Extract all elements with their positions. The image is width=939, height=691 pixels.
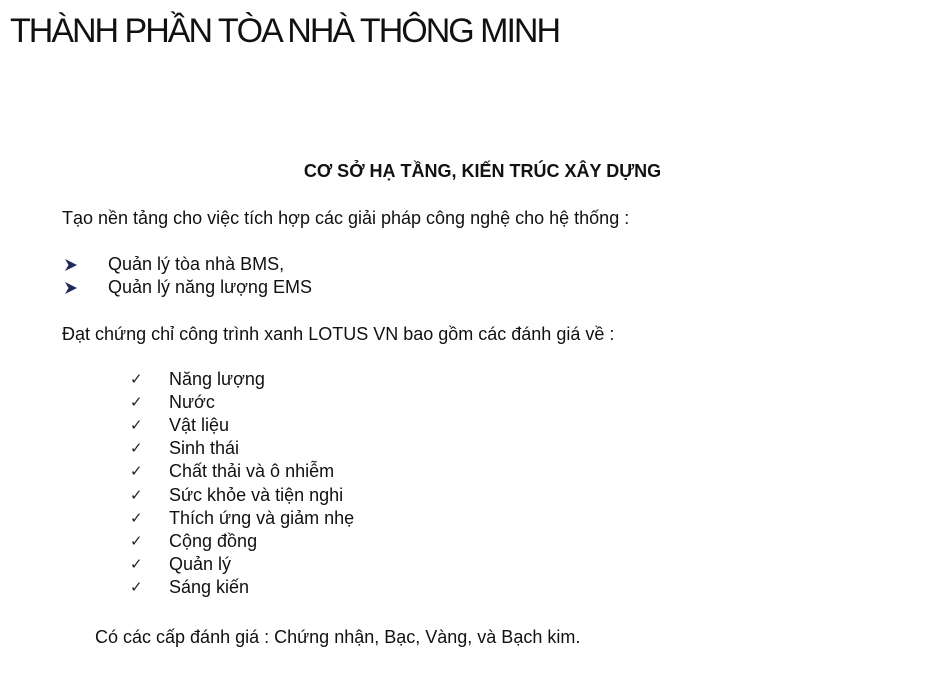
list-item <box>130 460 354 483</box>
page-title: THÀNH PHẦN TÒA NHÀ THÔNG MINH <box>10 12 560 50</box>
systems-list <box>64 253 312 299</box>
criteria-list <box>130 368 354 599</box>
checkmark-icon: ✓ <box>130 416 143 435</box>
arrow-bullet-icon <box>64 281 108 295</box>
list-item <box>130 391 354 414</box>
list-item-label: Vật liệu <box>169 415 230 436</box>
list-item <box>64 276 312 299</box>
list-item-label: Thích ứng và giảm nhẹ <box>169 507 355 528</box>
list-item <box>130 530 354 553</box>
list-item <box>130 414 354 437</box>
checkmark-icon: ✓ <box>130 577 143 596</box>
checkmark-icon: ✓ <box>130 554 143 573</box>
arrow-bullet-icon <box>64 258 108 272</box>
checkmark-icon: ✓ <box>130 370 143 389</box>
list-item <box>64 253 312 276</box>
checkmark-icon: ✓ <box>130 531 143 550</box>
list-item <box>130 483 354 506</box>
levels-text: Có các cấp đánh giá : Chứng nhận, Bạc, Vàng, và Bạch kim. <box>95 627 581 647</box>
list-item-label: Sáng kiến <box>169 576 250 597</box>
list-item <box>130 553 354 576</box>
list-item-label: Quản lý năng lượng EMS <box>108 277 312 297</box>
checkmark-icon: ✓ <box>130 439 143 458</box>
checkmark-icon: ✓ <box>130 485 143 504</box>
list-item-label: Sinh thái <box>169 438 240 459</box>
list-item <box>130 437 354 460</box>
list-item-label: Sức khỏe và tiện nghi <box>169 484 344 505</box>
checkmark-icon: ✓ <box>130 462 143 481</box>
intro-text: Tạo nền tảng cho việc tích hợp các giải pháp công nghệ cho hệ thống : <box>62 208 630 228</box>
list-item-label: Chất thải và ô nhiễm <box>169 461 335 482</box>
checkmark-icon: ✓ <box>130 508 143 527</box>
list-item-label: Quản lý tòa nhà BMS, <box>108 254 285 274</box>
list-item <box>130 368 354 391</box>
checkmark-icon: ✓ <box>130 393 143 412</box>
lotus-intro-text: Đạt chứng chỉ công trình xanh LOTUS VN bao gồm các đánh giá về : <box>62 324 615 344</box>
list-item-label: Năng lượng <box>169 369 265 390</box>
section-heading: CƠ SỞ HẠ TẦNG, KIẾN TRÚC XÂY DỰNG <box>303 161 662 181</box>
list-item-label: Nước <box>169 392 215 413</box>
list-item <box>130 576 354 599</box>
list-item-label: Cộng đồng <box>169 530 258 551</box>
list-item <box>130 507 354 530</box>
list-item-label: Quản lý <box>169 553 232 574</box>
